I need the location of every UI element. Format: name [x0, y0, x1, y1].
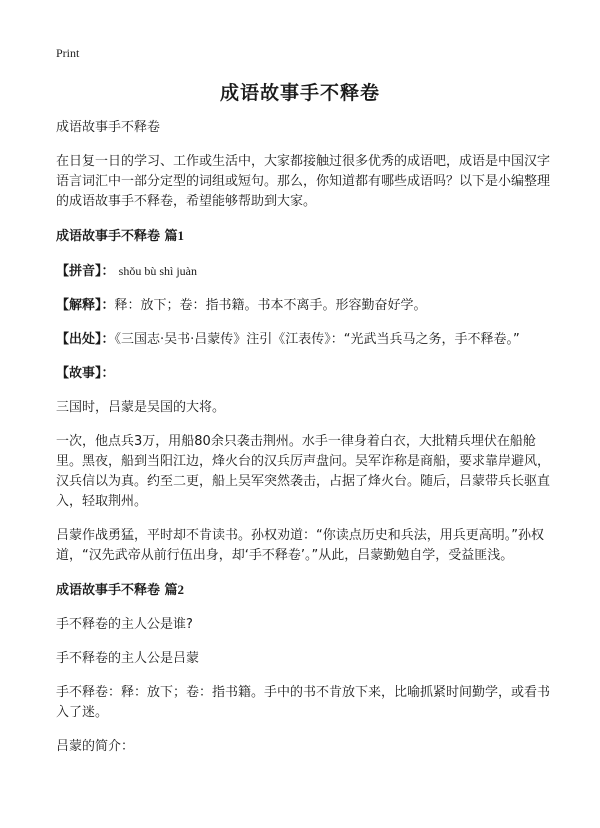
- section2-answer: 手不释卷的主人公是吕蒙: [56, 651, 200, 666]
- source-value: 《三国志·吴书·吕蒙传》注引《江表传》：“光武当兵马之务，手不释卷。”: [114, 332, 520, 347]
- explain-label: 【解释】：: [56, 298, 115, 313]
- section1-heading-suffix: 篇1: [164, 228, 185, 243]
- document-title: 成语故事手不释卷: [219, 82, 380, 104]
- print-label[interactable]: Print: [56, 46, 80, 60]
- section2-question: 手不释卷的主人公是谁?: [56, 617, 193, 632]
- story-label: 【故事】：: [56, 366, 115, 381]
- section2-heading-text: 成语故事手不释卷: [56, 583, 161, 598]
- story-paragraph-3: 吕蒙作战勇猛，平时却不肯读书。孙权劝道：“你读点历史和兵法，用兵更高明。”孙权道，“汉先武帝从前行伍出身，却‘手不释卷’。”从此，吕蒙勤勉自学，受益匪浅。: [56, 528, 544, 563]
- intro-paragraph: 在日复一日的学习、工作或生活中，大家都接触过很多优秀的成语吧，成语是中国汉字语言词汇中一部分定型的词组或短句。那么，你知道都有哪些成语吗？以下是小编整理的成语故事手不释卷，希望能够帮助到大家。: [56, 154, 551, 209]
- pinyin-value: shǒu bù shì juàn: [118, 264, 197, 278]
- pinyin-row: [56, 261, 556, 282]
- document-body: [56, 118, 556, 771]
- explain-value: 释：放下；卷：指书籍。书本不离手。形容勤奋好学。: [114, 298, 427, 313]
- story-paragraph-2: 一次，他点兵3万，用船80余只袭击荆州。水手一律身着白衣，大批精兵埋伏在船舱里。黑夜，船到当阳江边，烽火台的汉兵厉声盘问。吴军诈称是商船，要求靠岸避风，汉兵信以为真。约至二更，船上吴军突然袭击，占据了烽火台。随后，吕蒙带兵长驱直入，轻取荆州。: [56, 434, 551, 509]
- explain-row: [56, 296, 556, 316]
- section2-heading: [56, 580, 556, 601]
- source-row: [56, 330, 556, 350]
- section2-meaning: 手不释卷：释：放下；卷：指书籍。手中的书不肯放下来，比喻抓紧时间勤学，或看书入了迷。: [56, 685, 551, 720]
- section1-heading: [56, 226, 556, 247]
- story-paragraph-1: 三国时，吕蒙是吴国的大将。: [56, 400, 226, 415]
- section1-heading-text: 成语故事手不释卷: [56, 229, 161, 244]
- intro-subtitle: 成语故事手不释卷: [56, 120, 161, 135]
- section2-heading-suffix: 篇2: [164, 582, 185, 597]
- section2-bio-label: 吕蒙的简介：: [56, 739, 135, 754]
- pinyin-label: 【拼音】：: [56, 264, 115, 279]
- source-label: 【出处】：: [56, 332, 115, 347]
